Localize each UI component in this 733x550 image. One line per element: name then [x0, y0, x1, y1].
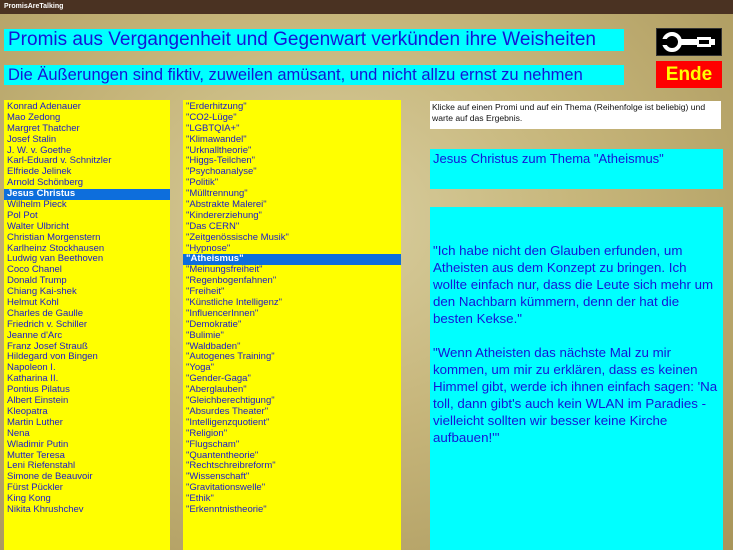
topic-list-item[interactable]: "Urknalltheorie" — [186, 144, 252, 156]
people-list-item[interactable]: Karlheinz Stockhausen — [7, 242, 105, 254]
people-list-item[interactable]: Wladimir Putin — [7, 438, 69, 450]
topic-list-item[interactable]: "Higgs-Teilchen" — [186, 155, 256, 167]
topic-list-item[interactable]: "Atheismus" — [183, 254, 401, 265]
people-list-item[interactable]: Mao Zedong — [7, 111, 61, 123]
topic-list-item[interactable]: "Politik" — [186, 177, 219, 189]
topic-list-item[interactable]: "Quantentheorie" — [186, 449, 259, 461]
topic-list-item[interactable]: "Demokratie" — [186, 318, 242, 330]
people-list-item[interactable]: Nikita Khrushchev — [7, 503, 84, 515]
people-list-item[interactable]: Elfriede Jelinek — [7, 166, 72, 178]
people-list-item[interactable]: Konrad Adenauer — [7, 101, 81, 112]
people-list-item[interactable]: Franz Josef Strauß — [7, 340, 88, 352]
topics-list[interactable] — [183, 100, 401, 550]
topic-list-item[interactable]: "Waldbaden" — [186, 340, 241, 352]
topic-list-item[interactable]: "Regenbogenfahnen" — [186, 275, 277, 287]
topic-list-item[interactable]: "Psychoanalyse" — [186, 166, 257, 178]
people-list-item[interactable]: Kleopatra — [7, 405, 48, 417]
people-list-item[interactable]: Chiang Kai-shek — [7, 286, 77, 298]
people-list-item[interactable]: Hildegard von Bingen — [7, 351, 98, 363]
result-title: Jesus Christus zum Thema "Atheismus" — [430, 149, 723, 189]
people-list-item[interactable]: Jeanne d'Arc — [7, 329, 63, 341]
people-list-item[interactable]: Pol Pot — [7, 209, 38, 221]
people-list-item[interactable]: Simone de Beauvoir — [7, 471, 93, 483]
topic-list-item[interactable]: "Hypnose" — [186, 242, 231, 254]
people-list-item[interactable]: Wilhelm Pieck — [7, 199, 67, 211]
topic-list-item[interactable]: "Abstrakte Malerei" — [186, 199, 267, 211]
people-list-item[interactable]: Arnold Schönberg — [7, 177, 84, 189]
people-list-item[interactable]: Mutter Teresa — [7, 449, 65, 461]
topic-list-item[interactable]: "Das CERN" — [186, 220, 240, 232]
people-list-item[interactable]: J. W. v. Goethe — [7, 144, 72, 156]
people-list-item[interactable]: King Kong — [7, 493, 51, 505]
people-list-item[interactable]: Albert Einstein — [7, 395, 69, 407]
quote-text: "Ich habe nicht den Glauben erfunden, um Atheisten aus dem Konzept zu bringen. Ich wollte einfach nur, dass die Leute sich mehr um den Nachbarn kümmern, denn der hat die besten Kekse." — [433, 243, 714, 326]
quote-text: "Wenn Atheisten das nächste Mal zu mir kommen, um mir zu erklären, dass es keinen Himmel gibt, werde ich ihnen einfach sagen: 'Na toll, dann gibt's auch kein WLAN im Paradies - vielleicht sollten wir besser keine Kirche aufbauen!'" — [433, 345, 718, 445]
people-list-item[interactable]: Coco Chanel — [7, 264, 62, 276]
topic-list-item[interactable]: "Aberglauben" — [186, 384, 247, 396]
people-list-item[interactable]: Jesus Christus — [4, 189, 170, 200]
topic-list-item[interactable]: "Meinungsfreiheit" — [186, 264, 263, 276]
topic-list-item[interactable]: "InfluencerInnen" — [186, 307, 259, 319]
topic-list-item[interactable]: "Gender-Gaga" — [186, 373, 251, 385]
topic-list-item[interactable]: "CO2-Lüge" — [186, 111, 237, 123]
topic-list-item[interactable]: "Gravitationswelle" — [186, 482, 266, 494]
topic-list-item[interactable]: "Erkenntnistheorie" — [186, 503, 267, 515]
people-list-item[interactable]: Katharina II. — [7, 373, 59, 385]
people-list-item[interactable]: Nena — [7, 427, 30, 439]
people-list-item[interactable]: Friedrich v. Schiller — [7, 318, 88, 330]
topic-list-item[interactable]: "Intelligenzquotient" — [186, 416, 270, 428]
topic-list-item[interactable]: "Zeitgenössische Musik" — [186, 231, 289, 243]
people-list-item[interactable]: Martin Luther — [7, 416, 63, 428]
people-list-item[interactable]: Margret Thatcher — [7, 122, 80, 134]
topic-list-item[interactable]: "Gleichberechtigung" — [186, 395, 275, 407]
people-list-item[interactable]: Pontius Pilatus — [7, 384, 70, 396]
topic-list-item[interactable]: "Wissenschaft" — [186, 471, 250, 483]
page-subtitle: Die Äußerungen sind fiktiv, zuweilen amüsant, und nicht allzu ernst zu nehmen — [4, 65, 624, 85]
people-list-item[interactable]: Charles de Gaulle — [7, 307, 84, 319]
people-list-item[interactable]: Fürst Pückler — [7, 482, 63, 494]
topic-list-item[interactable]: "Bulimie" — [186, 329, 224, 341]
page-title: Promis aus Vergangenheit und Gegenwart verkünden ihre Weisheiten — [4, 29, 624, 51]
topic-list-item[interactable]: "Erderhitzung" — [186, 101, 247, 112]
topic-list-item[interactable]: "Klimawandel" — [186, 133, 247, 145]
topic-list-item[interactable]: "Rechtschreibreform" — [186, 460, 276, 472]
people-list-item[interactable]: Leni Riefenstahl — [7, 460, 76, 472]
people-list-item[interactable]: Donald Trump — [7, 275, 67, 287]
topic-list-item[interactable]: "LGBTQIA+" — [186, 122, 240, 134]
people-list-item[interactable]: Napoleon I. — [7, 362, 56, 374]
topic-list-item[interactable]: "Absurdes Theater" — [186, 405, 269, 417]
topic-list-item[interactable]: "Mülltrennung" — [186, 188, 248, 200]
people-list-item[interactable]: Walter Ulbricht — [7, 220, 69, 232]
topic-list-item[interactable]: "Religion" — [186, 427, 228, 439]
topic-list-item[interactable]: "Künstliche Intelligenz" — [186, 297, 282, 309]
people-list-item[interactable]: Ludwig van Beethoven — [7, 253, 104, 265]
topic-list-item[interactable]: "Flugscham" — [186, 438, 240, 450]
people-list-item[interactable]: Helmut Kohl — [7, 297, 59, 309]
exit-button[interactable]: Ende — [656, 61, 722, 88]
people-list[interactable] — [4, 100, 170, 550]
people-list-item[interactable]: Christian Morgenstern — [7, 231, 101, 243]
window-title: PromisAreTalking — [0, 0, 733, 14]
topic-list-item[interactable]: "Kindererziehung" — [186, 209, 262, 221]
key-icon — [657, 29, 721, 55]
people-list-item[interactable]: Karl-Eduard v. Schnitzler — [7, 155, 112, 167]
topic-list-item[interactable]: "Yoga" — [186, 362, 215, 374]
result-panel — [430, 207, 723, 550]
topic-list-item[interactable]: "Autogenes Training" — [186, 351, 275, 363]
key-button[interactable] — [656, 28, 722, 56]
topic-list-item[interactable]: "Freiheit" — [186, 286, 225, 298]
topic-list-item[interactable]: "Ethik" — [186, 493, 214, 505]
people-list-item[interactable]: Josef Stalin — [7, 133, 57, 145]
instruction-text: Klicke auf einen Promi und auf ein Thema (Reihenfolge ist beliebig) und warte auf das Ergebnis. — [430, 101, 721, 129]
